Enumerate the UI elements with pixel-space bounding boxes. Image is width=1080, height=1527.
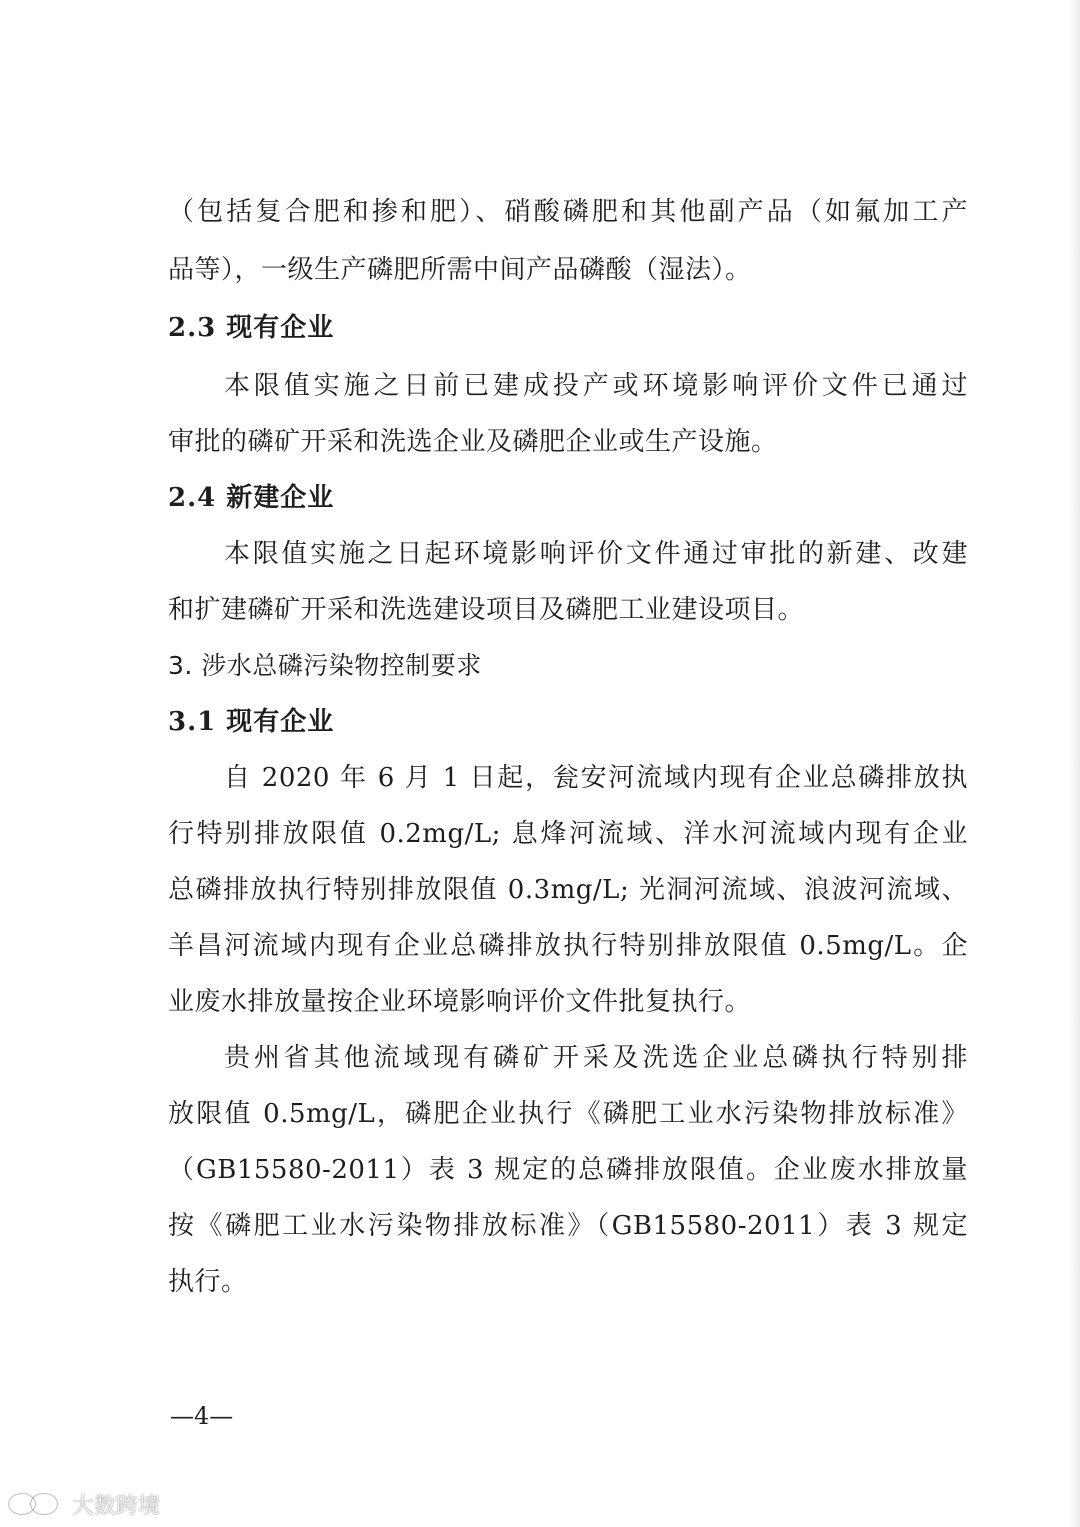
body-line: 行特别排放限值 0.2mg/L; 息烽河流域、洋水河流域内现有企业 [168,819,968,849]
section-heading-3: 3. 涉水总磷污染物控制要求 [168,651,482,680]
page-number: —4— [170,1402,234,1430]
section-heading-2-3: 2.3 现有企业 [168,313,335,343]
section-heading-3-1: 3.1 现有企业 [168,707,335,737]
body-line: 执行。 [168,1267,248,1297]
body-line: 总磷排放执行特别排放限值 0.3mg/L; 光洞河流域、浪波河流域、 [168,875,968,905]
body-line: 放限值 0.5mg/L，磷肥企业执行《磷肥工业水污染物排放标准》 [168,1099,968,1129]
body-line: （包括复合肥和掺和肥）、硝酸磷肥和其他副产品（如氟加工产 [168,197,968,227]
body-line: 按《磷肥工业水污染物排放标准》（GB15580-2011）表 3 规定 [168,1211,968,1241]
body-line: （GB15580-2011）表 3 规定的总磷排放限值。企业废水排放量 [168,1155,968,1185]
body-line: 品等），一级生产磷肥所需中间产品磷酸（湿法）。 [168,255,752,285]
body-line: 本限值实施之日前已建成投产或环境影响评价文件已通过 [224,371,968,401]
body-line: 贵州省其他流域现有磷矿开采及洗选企业总磷执行特别排 [224,1043,968,1073]
body-line: 本限值实施之日起环境影响评价文件通过审批的新建、改建 [224,539,968,569]
body-line: 和扩建磷矿开采和洗选建设项目及磷肥工业建设项目。 [168,595,805,625]
section-heading-2-4: 2.4 新建企业 [168,483,335,513]
watermark [6,1488,160,1520]
body-line: 业废水排放量按企业环境影响评价文件批复执行。 [168,987,752,1017]
body-line: 自 2020 年 6 月 1 日起，瓮安河流域内现有企业总磷排放执 [224,763,968,793]
body-line: 审批的磷矿开采和洗选企业及磷肥企业或生产设施。 [168,427,778,457]
body-line: 羊昌河流域内现有企业总磷排放执行特别排放限值 0.5mg/L。企 [168,931,968,961]
infinity-logo-icon [6,1488,64,1520]
page-edge-shadow [1070,0,1080,1527]
watermark-text: 大数跨境 [72,1493,161,1519]
